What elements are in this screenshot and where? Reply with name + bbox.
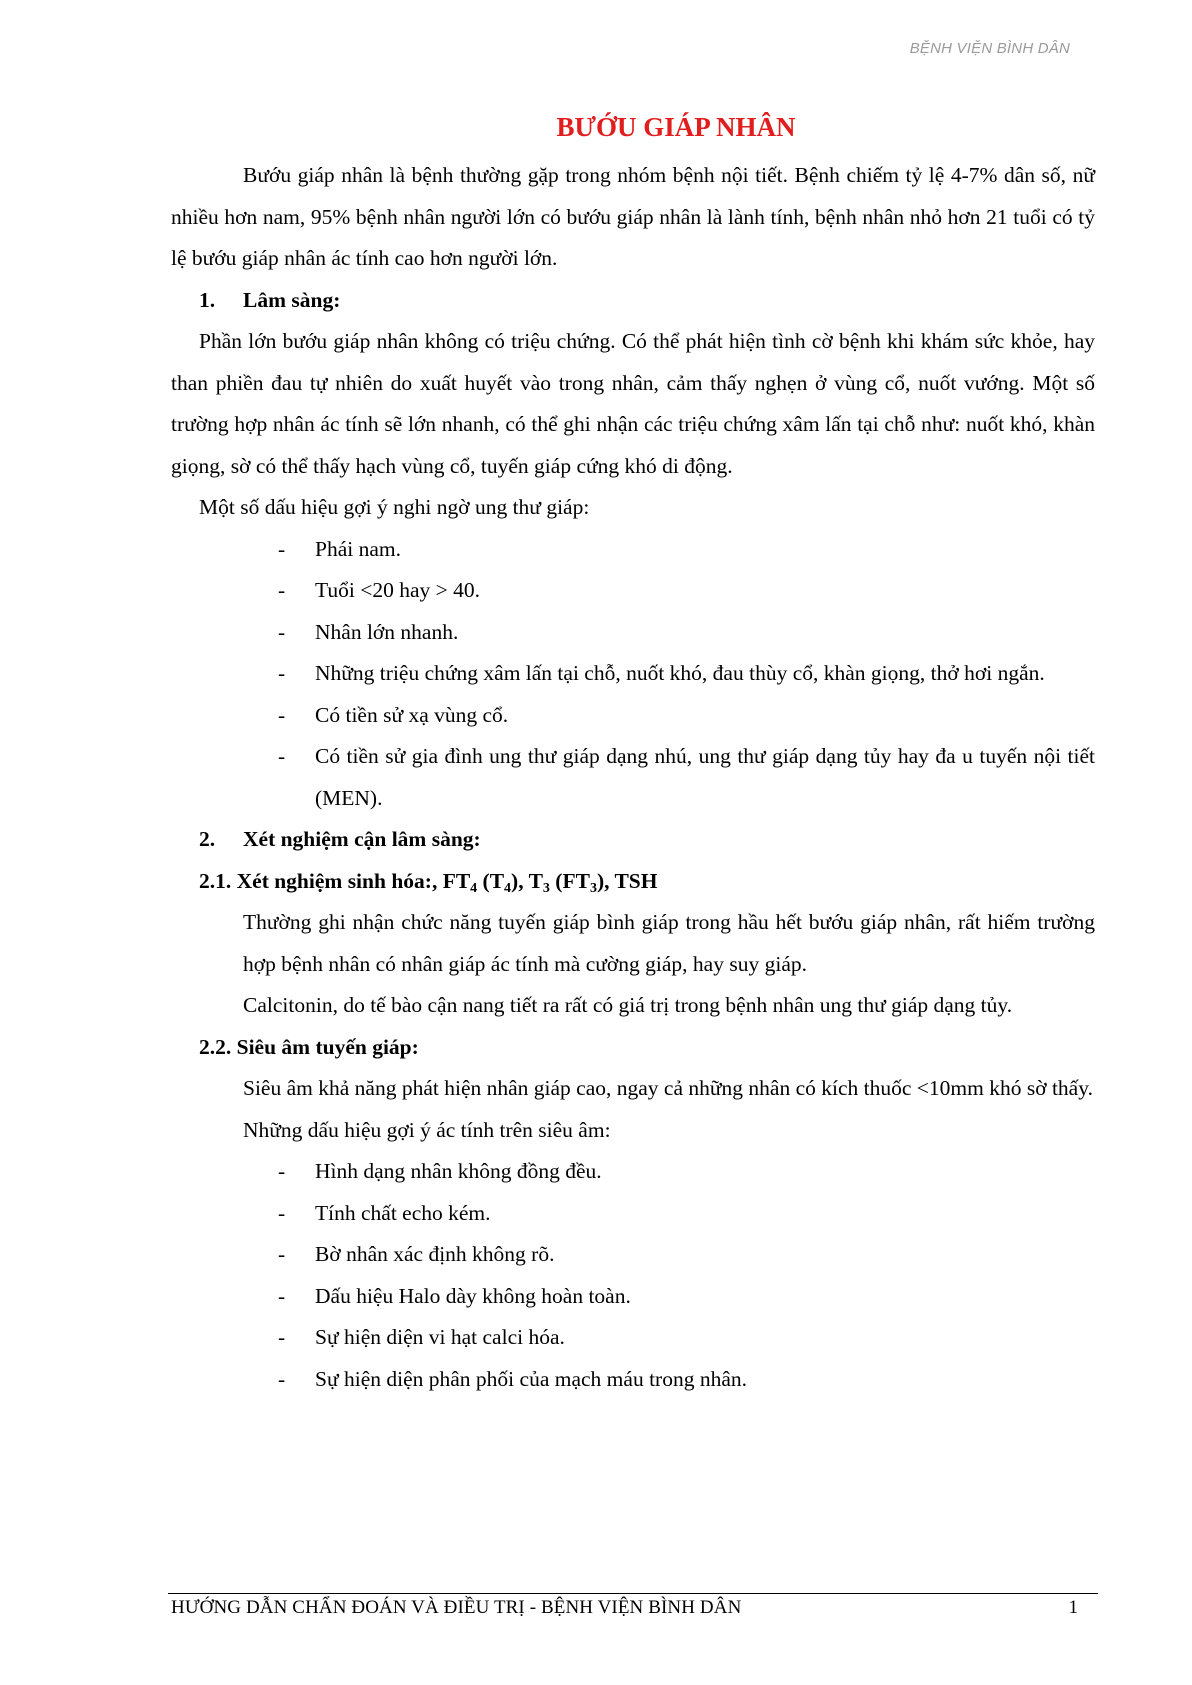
bullet-dash: -	[278, 1159, 286, 1183]
section-number: 2.	[199, 827, 216, 851]
list-item: - Dấu hiệu Halo dày không hoàn toàn.	[171, 1276, 1095, 1318]
bullet-dash: -	[278, 1366, 286, 1391]
subsection-heading-2-1: 2.1. Xét nghiệm sinh hóa:, $FT_4$ $(T_4)$, $T_3$ $(FT_3)$, TSH	[199, 868, 658, 896]
list-item: - Bờ nhân xác định không rõ.	[171, 1234, 1095, 1276]
bullet-dash: -	[278, 1242, 286, 1266]
bullet-dash: -	[278, 536, 286, 561]
section-number: 1.	[199, 287, 216, 312]
page-number: 1	[1068, 1597, 1078, 1618]
list-item: - Có tiền sử gia đình ung thư giáp dạng nhú, ung thư giáp dạng tủy hay đa u tuyến nội tiết (MEN).	[171, 736, 1095, 819]
list-item: - Hình dạng nhân không đồng đều.	[171, 1151, 1095, 1193]
section-heading-2	[171, 819, 1095, 861]
list-item: - Tuổi <20 hay > 40.	[171, 570, 1095, 612]
subsection-2-1-paragraph-1: Thường ghi nhận chức năng tuyến giáp bình giáp trong hầu hết bướu giáp nhân, rất hiếm trường hợp bệnh nhân có nhân giáp ác tính mà cường giáp, hay suy giáp.	[243, 910, 1095, 976]
intro-paragraph: Bướu giáp nhân là bệnh thường gặp trong nhóm bệnh nội tiết. Bệnh chiếm tỷ lệ 4-7% dân số, nữ nhiều hơn nam, 95% bệnh nhân người lớn có bướu giáp nhân là lành tính, bệnh nhân nhỏ hơn 21 tuổi có tỷ lệ bướu giáp nhân ác tính cao hơn người lớn.	[171, 163, 1095, 270]
section-heading-1	[171, 280, 1095, 322]
bullet-dash: -	[278, 578, 286, 602]
bullet-dash: -	[278, 1325, 286, 1349]
subsection-2-1-paragraph-2: Calcitonin, do tế bào cận nang tiết ra rất có giá trị trong bệnh nhân ung thư giáp dạng tủy.	[243, 993, 1013, 1017]
section1-list-intro: Một số dấu hiệu gợi ý nghi ngờ ung thư giáp:	[199, 495, 590, 519]
warning-signs-list	[171, 529, 1095, 820]
subsection-heading-2-2: 2.2. Siêu âm tuyến giáp:	[199, 1034, 419, 1059]
section1-paragraph: Phần lớn bướu giáp nhân không có triệu chứng. Có thể phát hiện tình cờ bệnh khi khám sức khỏe, hay than phiền đau tự nhiên do xuất huyết vào trong nhân, cảm thấy nghẹn ở vùng cổ, nuốt vướng. Một số trường hợp nhân ác tính sẽ lớn nhanh, có thể ghi nhận các triệu chứng xâm lấn tại chỗ như: nuốt khó, khàn giọng, sờ có thể thấy hạch vùng cổ, tuyến giáp cứng khó di động.	[171, 329, 1095, 478]
bullet-dash: -	[278, 619, 286, 644]
list-item: - Những triệu chứng xâm lấn tại chỗ, nuốt khó, đau thùy cổ, khàn giọng, thở hơi ngắn.	[171, 653, 1095, 695]
list-item: - Phái nam.	[171, 529, 1095, 571]
ultrasound-signs-list	[171, 1151, 1095, 1400]
section-heading-text: Lâm sàng:	[243, 287, 341, 312]
footer-text: HƯỚNG DẪN CHẨN ĐOÁN VÀ ĐIỀU TRỊ - BỆNH VIỆN BÌNH DÂN	[171, 1597, 742, 1618]
bullet-dash: -	[278, 702, 286, 727]
running-header: BỆNH VIỆN BÌNH DÂN	[909, 40, 1070, 57]
list-item: - Có tiền sử xạ vùng cổ.	[171, 695, 1095, 737]
list-item: - Sự hiện diện vi hạt calci hóa.	[171, 1317, 1095, 1359]
bullet-dash: -	[278, 1283, 286, 1308]
bullet-dash: -	[278, 744, 286, 768]
subsection-2-2-list-intro: Những dấu hiệu gợi ý ác tính trên siêu âm:	[243, 1117, 611, 1142]
bullet-dash: -	[278, 661, 286, 685]
subsection-2-2-paragraph-1: Siêu âm khả năng phát hiện nhân giáp cao, ngay cả những nhân có kích thuốc <10mm khó sờ thấy.	[243, 1076, 1093, 1100]
list-item: - Sự hiện diện phân phối của mạch máu trong nhân.	[171, 1359, 1095, 1401]
page-title: BƯỚU GIÁP NHÂN	[556, 112, 796, 142]
bullet-dash: -	[278, 1200, 286, 1225]
list-item: - Nhân lớn nhanh.	[171, 612, 1095, 654]
list-item: - Tính chất echo kém.	[171, 1193, 1095, 1235]
section-heading-text: Xét nghiệm cận lâm sàng:	[243, 827, 481, 851]
document-body	[171, 155, 1095, 1400]
footer-divider	[168, 1593, 1098, 1594]
